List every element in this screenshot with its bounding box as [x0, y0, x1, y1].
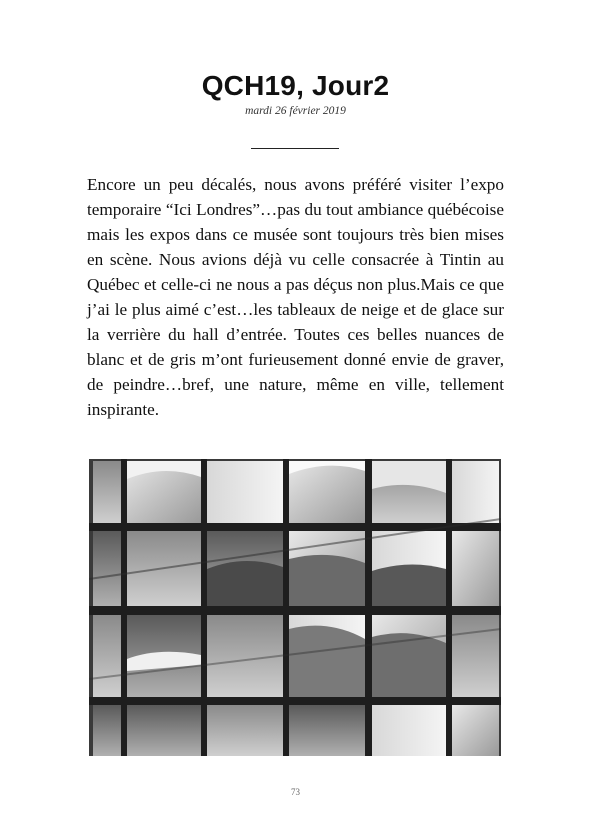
photo-snow-glass-roof: [89, 459, 501, 756]
page-date: mardi 26 février 2019: [245, 105, 346, 117]
separator-line: [251, 148, 339, 149]
page-number: 73: [291, 787, 300, 797]
page-title: QCH19, Jour2: [201, 70, 390, 101]
body-paragraph: Encore un peu décalés, nous avons préféré visiter l’expo temporaire “Ici Londres”…pas du tout ambiance québécoise mais les expos dans ce musée sont toujours très bien mises en scène. Nous avions déjà vu celle consacrée à Tintin au Québec et celle-ci ne nous a pas déçus non plus.Mais ce que j’ai le plus aimé c’est…les tableaux de neige et de glace sur la verrière du hall d’entrée. Toutes ces belles nuances de blanc et de gris m’ont furieusement donné envie de graver, de peindre…bref, une nature, même en ville, tellement inspirante.: [87, 175, 504, 419]
photo-graphic: [89, 459, 501, 756]
